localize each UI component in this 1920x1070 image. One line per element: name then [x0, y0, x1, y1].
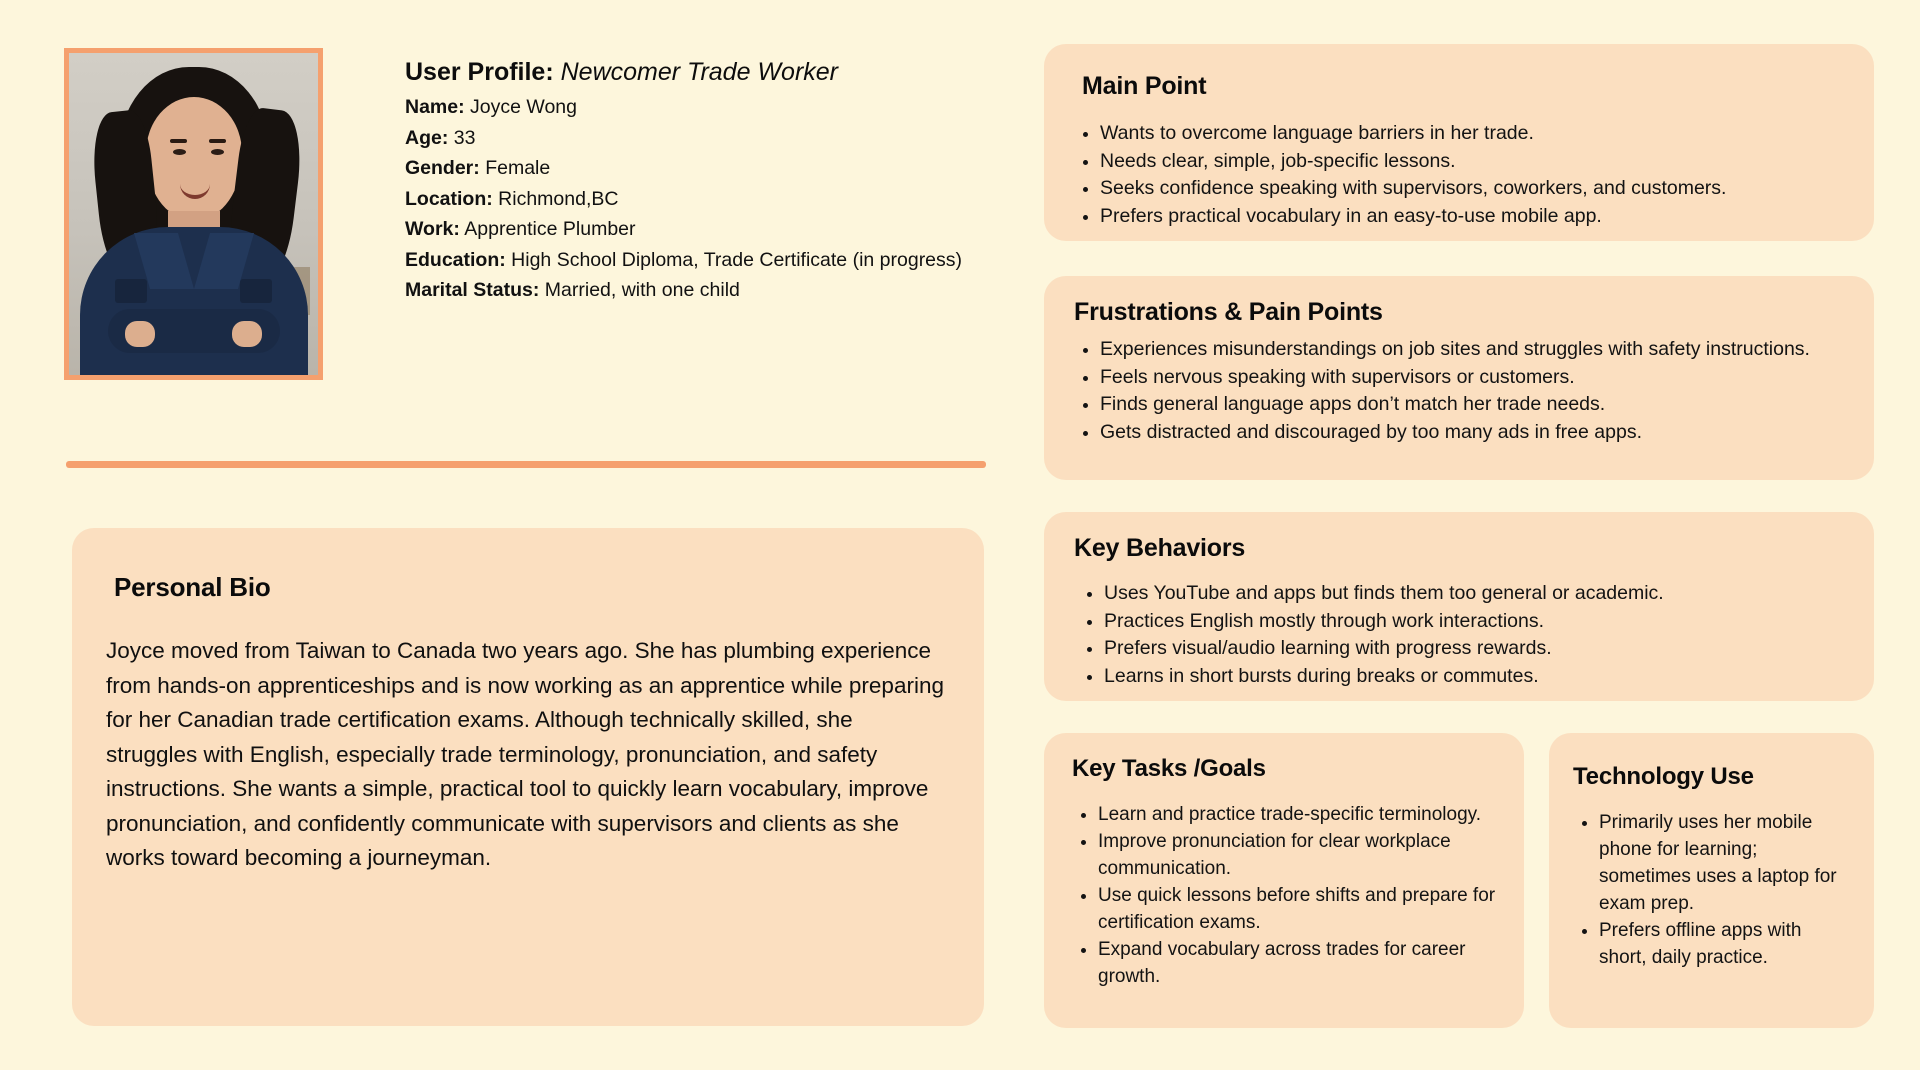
key-tasks-title: Key Tasks /Goals	[1072, 755, 1266, 782]
list-item: Finds general language apps don’t match her trade needs.	[1100, 391, 1844, 419]
profile-field-gender	[405, 153, 1055, 184]
profile-field-location	[405, 184, 1055, 215]
profile-field-work	[405, 214, 1055, 245]
list-item: Wants to overcome language barriers in her trade.	[1100, 120, 1844, 148]
list-item: Use quick lessons before shifts and prepare for certification exams.	[1098, 882, 1500, 936]
key-tasks-list	[1072, 801, 1500, 990]
profile-field-name-value: Joyce Wong	[470, 96, 577, 118]
portrait-eye-right	[211, 149, 224, 155]
profile-heading-value: Newcomer Trade Worker	[560, 58, 838, 86]
list-item: Experiences misunderstandings on job sites and struggles with safety instructions.	[1100, 336, 1844, 364]
key-behaviors-title: Key Behaviors	[1074, 534, 1246, 562]
list-item: Prefers offline apps with short, daily practice.	[1599, 917, 1852, 971]
portrait-eyebrow-right	[209, 139, 226, 143]
main-point-card	[1044, 44, 1874, 241]
list-item: Prefers practical vocabulary in an easy-to-use mobile app.	[1100, 203, 1844, 231]
portrait-eyebrow-left	[170, 139, 187, 143]
portrait-hand-right	[232, 321, 262, 347]
technology-use-title: Technology Use	[1573, 763, 1754, 790]
key-tasks-card	[1044, 733, 1524, 1028]
list-item: Improve pronunciation for clear workplace communication.	[1098, 828, 1500, 882]
profile-heading	[405, 56, 1055, 88]
profile-field-name	[405, 92, 1055, 123]
key-behaviors-card	[1044, 512, 1874, 701]
frustrations-list	[1074, 336, 1844, 446]
personal-bio-title: Personal Bio	[114, 572, 271, 602]
key-behaviors-list	[1074, 580, 1844, 690]
personal-bio-card	[72, 528, 984, 1026]
profile-field-location-value: Richmond,BC	[498, 187, 619, 210]
frustrations-title: Frustrations & Pain Points	[1074, 298, 1383, 326]
profile-photo	[64, 48, 323, 380]
profile-field-age-label: Age:	[405, 126, 449, 149]
profile-field-age	[405, 123, 1055, 154]
list-item: Learn and practice trade-specific terminology.	[1098, 801, 1500, 828]
profile-details	[405, 56, 1055, 306]
profile-field-work-label: Work:	[405, 218, 460, 240]
profile-field-marital-status-label: Marital Status:	[405, 279, 540, 301]
list-item: Feels nervous speaking with supervisors or customers.	[1100, 364, 1844, 392]
list-item: Primarily uses her mobile phone for learning; sometimes uses a laptop for exam prep.	[1599, 809, 1852, 917]
profile-field-gender-value: Female	[485, 157, 551, 179]
profile-field-age-value: 33	[453, 126, 476, 149]
profile-field-work-value: Apprentice Plumber	[464, 218, 636, 240]
list-item: Uses YouTube and apps but finds them too general or academic.	[1104, 580, 1844, 608]
profile-field-gender-label: Gender:	[405, 157, 480, 179]
portrait-pocket-left	[115, 279, 147, 303]
portrait-hand-left	[125, 321, 155, 347]
portrait-face	[146, 97, 242, 219]
profile-field-marital-status-value: Married, with one child	[544, 279, 740, 301]
technology-use-card	[1549, 733, 1874, 1028]
frustrations-card	[1044, 276, 1874, 480]
portrait-eye-left	[173, 149, 186, 155]
portrait-pocket-right	[240, 279, 272, 303]
personal-bio-text: Joyce moved from Taiwan to Canada two years ago. She has plumbing experience from hands-on apprenticeships and is now working as an apprentice while preparing for her Canadian trade certification exams. Although technically skilled, she struggles with English, especially trade terminology, pronunciation, and safety instructions. She wants a simple, practical tool to quickly learn vocabulary, improve pronunciation, and confidently communicate with supervisors and clients as she works toward becoming a journeyman.	[106, 638, 944, 870]
list-item: Gets distracted and discouraged by too many ads in free apps.	[1100, 419, 1844, 447]
profile-field-education-value: High School Diploma, Trade Certificate (in progress)	[511, 248, 963, 271]
profile-field-education	[405, 245, 1055, 276]
main-point-title: Main Point	[1082, 72, 1207, 100]
list-item: Prefers visual/audio learning with progress rewards.	[1104, 635, 1844, 663]
list-item: Seeks confidence speaking with supervisors, coworkers, and customers.	[1100, 175, 1844, 203]
profile-field-education-label: Education:	[405, 248, 506, 271]
profile-heading-label: User Profile:	[405, 58, 554, 86]
main-point-list	[1074, 120, 1844, 230]
list-item: Practices English mostly through work interactions.	[1104, 608, 1844, 636]
profile-field-location-label: Location:	[405, 187, 493, 210]
list-item: Learns in short bursts during breaks or commutes.	[1104, 663, 1844, 691]
list-item: Expand vocabulary across trades for career growth.	[1098, 936, 1500, 990]
profile-photo-image	[69, 53, 318, 375]
list-item: Needs clear, simple, job-specific lessons.	[1100, 148, 1844, 176]
technology-use-list	[1573, 809, 1852, 971]
section-divider	[66, 461, 986, 468]
profile-field-marital-status	[405, 275, 1055, 306]
profile-field-name-label: Name:	[405, 96, 465, 118]
